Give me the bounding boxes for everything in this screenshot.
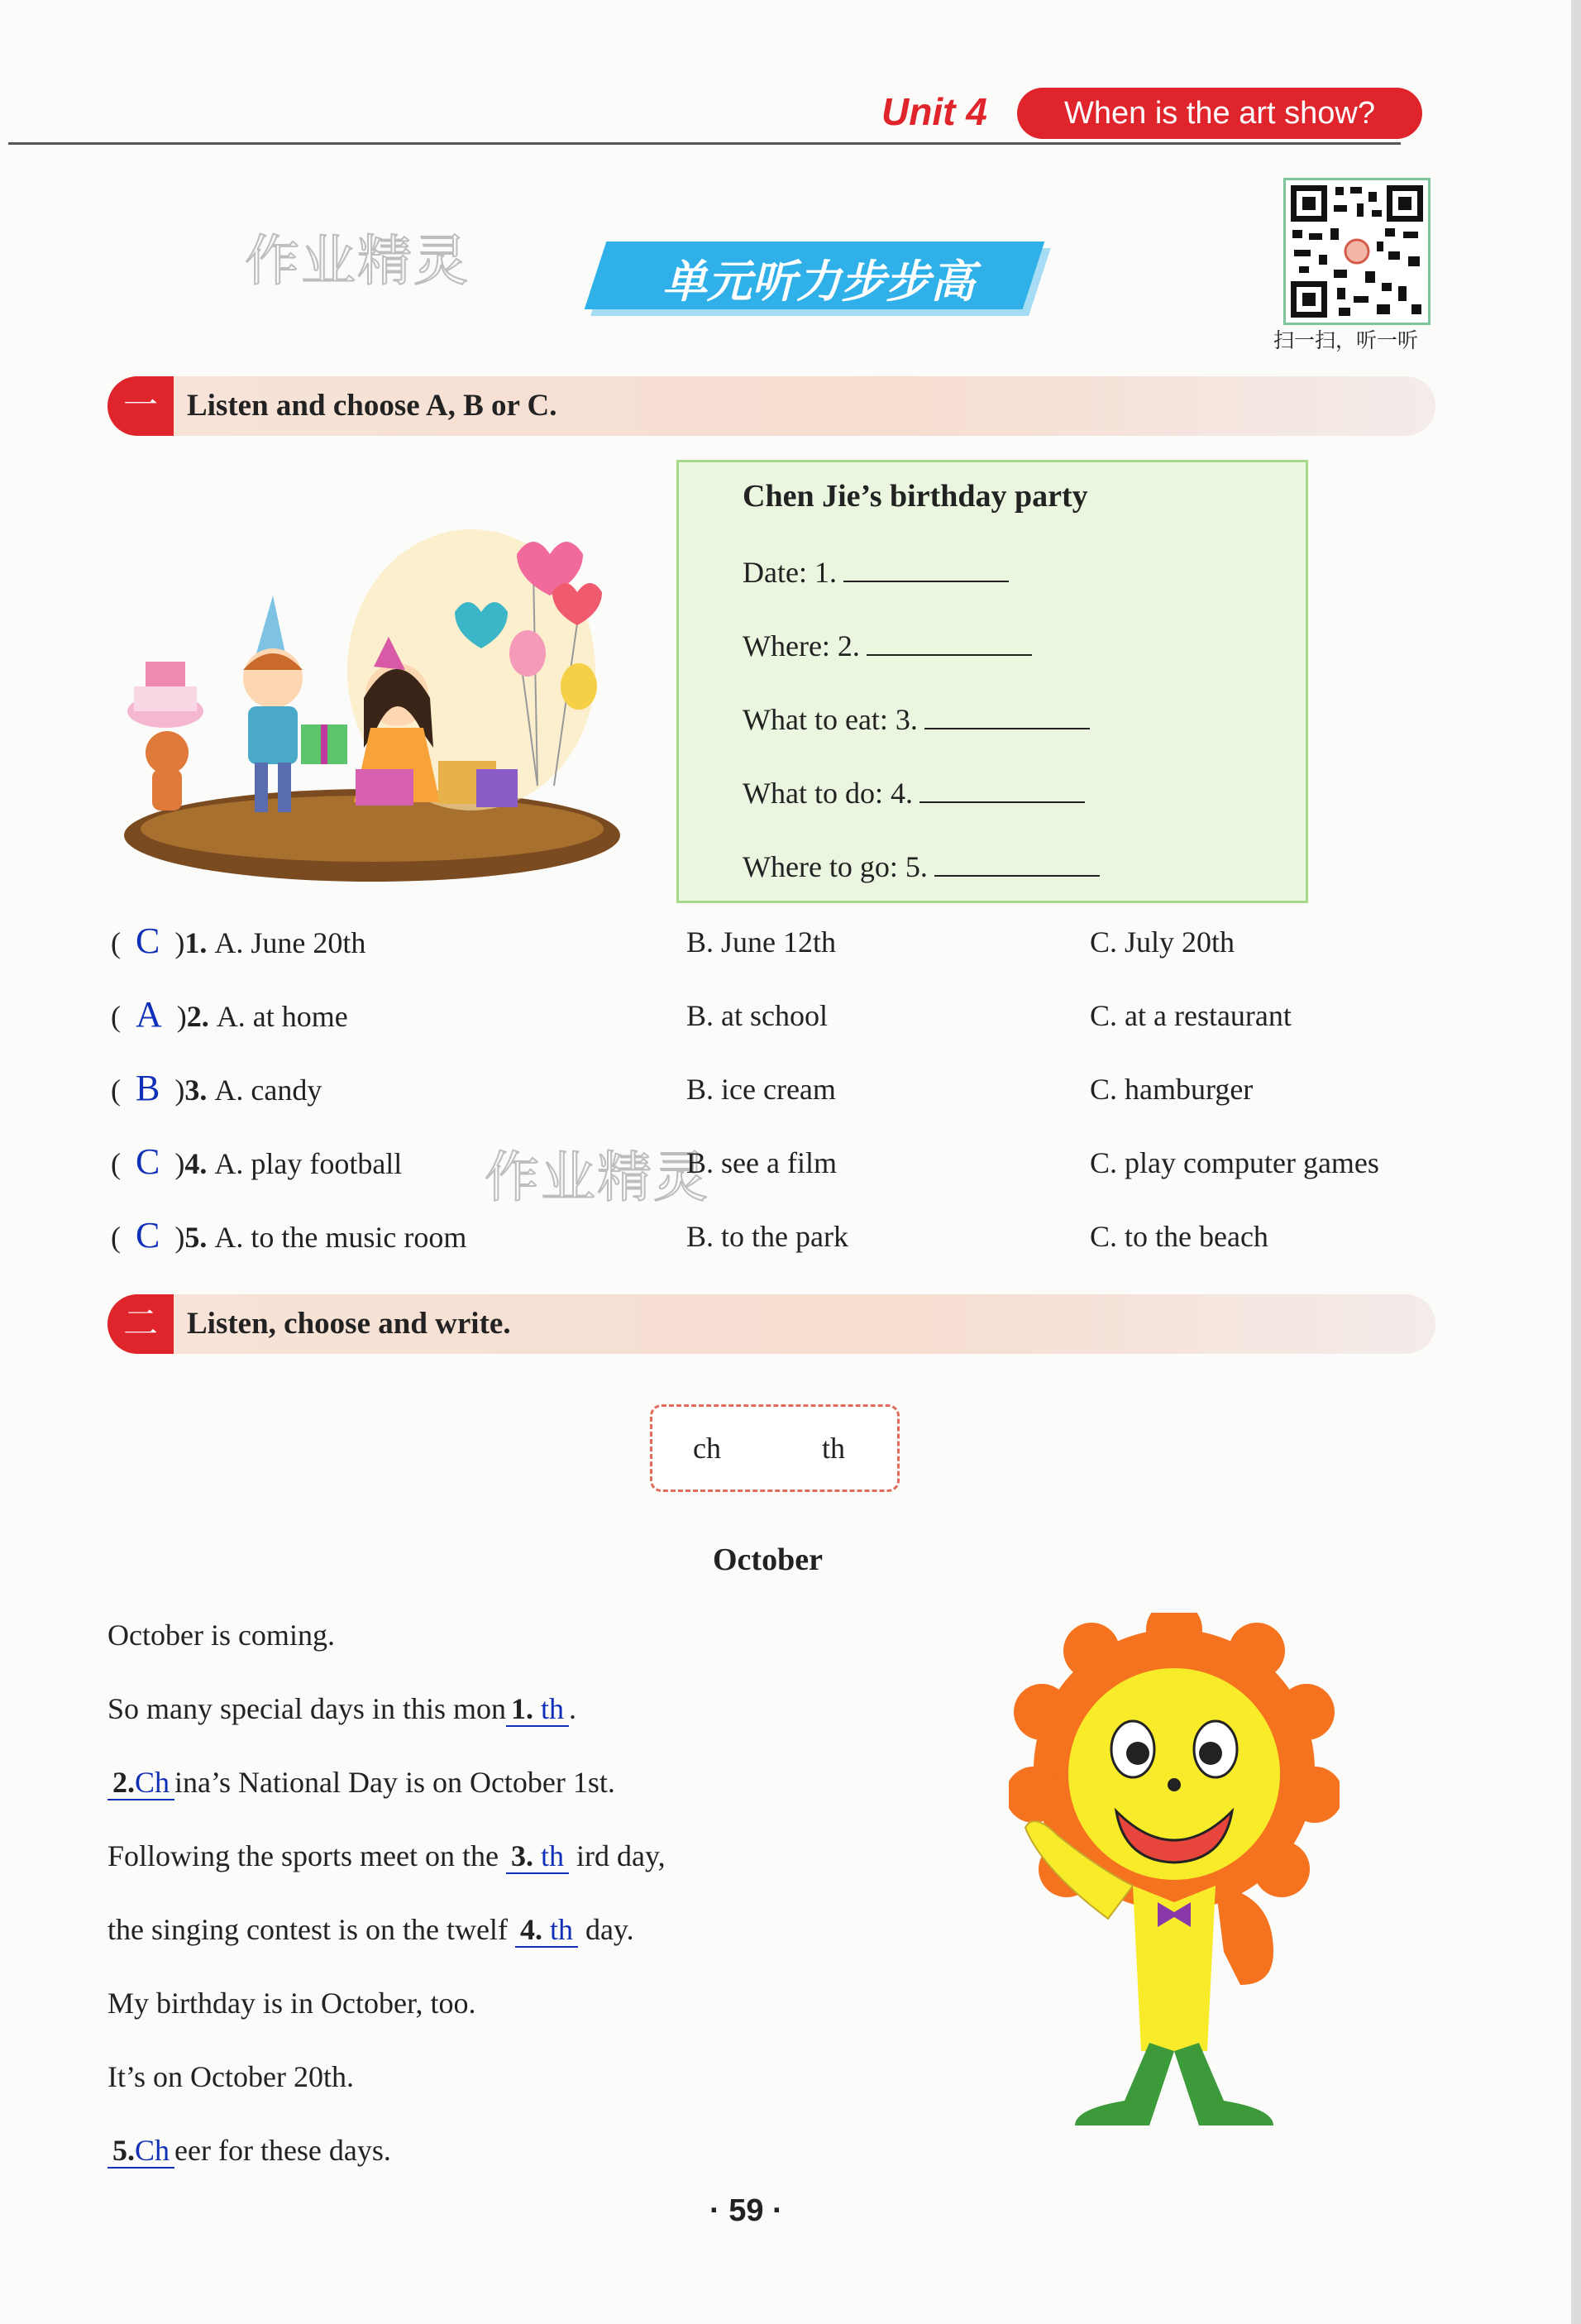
party-line-eat: What to eat: 3. — [743, 701, 1090, 737]
page-edge — [1571, 0, 1581, 2324]
blank-line — [924, 701, 1090, 729]
option-b: B. at school — [686, 999, 828, 1032]
word-choice: ch — [693, 1432, 721, 1465]
passage-title: October — [713, 1542, 823, 1577]
qr-code-icon — [1286, 180, 1428, 323]
question-row: ( C )1. A. June 20th — [111, 921, 366, 961]
option-c: C. July 20th — [1090, 925, 1235, 959]
filled-blank: 3. th — [506, 1839, 569, 1874]
page-number: · 59 · — [709, 2193, 783, 2228]
passage-line: 5.Ch eer for these days. — [107, 2133, 391, 2168]
filled-blank: 4. th — [515, 1913, 578, 1948]
blank-line — [919, 775, 1085, 803]
blank-line — [867, 628, 1032, 656]
answer-mark: C — [136, 1215, 160, 1255]
filled-blank: 5.Ch — [107, 2134, 174, 2169]
option-c: C. to the beach — [1090, 1220, 1268, 1253]
filled-blank: 2.Ch — [107, 1766, 174, 1800]
blank-line — [843, 554, 1009, 582]
question-row: ( A )2. A. at home — [111, 994, 348, 1035]
section-2-badge: 二 — [107, 1294, 174, 1354]
answer-mark: B — [136, 1068, 160, 1108]
passage-line: It’s on October 20th. — [107, 2060, 354, 2093]
question-row: ( B )3. A. candy — [111, 1068, 322, 1108]
party-line-where: Where: 2. — [743, 628, 1032, 663]
party-title: Chen Jie’s birthday party — [743, 479, 1088, 514]
party-line-go: Where to go: 5. — [743, 849, 1100, 884]
passage-line: October is coming. — [107, 1619, 335, 1652]
qr-caption: 扫一扫，听一听 — [1273, 328, 1419, 352]
passage-line: the singing contest is on the twelf 4. th day. — [107, 1913, 634, 1946]
birthday-party-illustration — [107, 521, 637, 885]
section-1-title: Listen and choose A, B or C. — [187, 389, 557, 423]
party-line-date: Date: 1. — [743, 554, 1009, 590]
passage-line: Following the sports meet on the 3. th ird day, — [107, 1839, 666, 1872]
passage-line: So many special days in this mon 1. th . — [107, 1692, 576, 1725]
unit-title: When is the art show? — [1017, 88, 1422, 139]
word-choice-box — [650, 1404, 900, 1492]
option-c: C. at a restaurant — [1090, 999, 1292, 1032]
watermark-logo: 作业精灵 — [485, 1145, 709, 1209]
sun-mascot-illustration — [1009, 1613, 1340, 2142]
header-divider — [8, 142, 1401, 145]
option-b: B. ice cream — [686, 1073, 836, 1106]
watermark-logo: 作业精灵 — [245, 229, 470, 293]
blank-line — [934, 849, 1100, 877]
option-c: C. hamburger — [1090, 1073, 1254, 1106]
answer-mark: C — [136, 921, 160, 961]
qr-code[interactable] — [1283, 178, 1431, 325]
passage-line: My birthday is in October, too. — [107, 1987, 476, 2020]
passage-line: 2.Ch ina’s National Day is on October 1st. — [107, 1765, 615, 1800]
option-b: B. see a film — [686, 1146, 837, 1179]
word-choice: th — [822, 1432, 846, 1465]
unit-label: Unit 4 — [881, 90, 987, 133]
filled-blank: 1. th — [506, 1692, 569, 1727]
option-b: B. to the park — [686, 1220, 848, 1253]
party-info-box — [676, 460, 1308, 903]
question-row: ( C )5. A. to the music room — [111, 1215, 467, 1255]
section-banner-title: 单元听力步步高 — [662, 256, 975, 308]
option-b: B. June 12th — [686, 925, 837, 959]
option-c: C. play computer games — [1090, 1146, 1379, 1179]
party-line-do: What to do: 4. — [743, 775, 1085, 811]
question-row: ( C )4. A. play football — [111, 1141, 403, 1182]
section-1-badge: 一 — [107, 376, 174, 436]
section-2-title: Listen, choose and write. — [187, 1307, 511, 1341]
answer-mark: C — [136, 1141, 160, 1182]
answer-mark: A — [136, 994, 162, 1035]
